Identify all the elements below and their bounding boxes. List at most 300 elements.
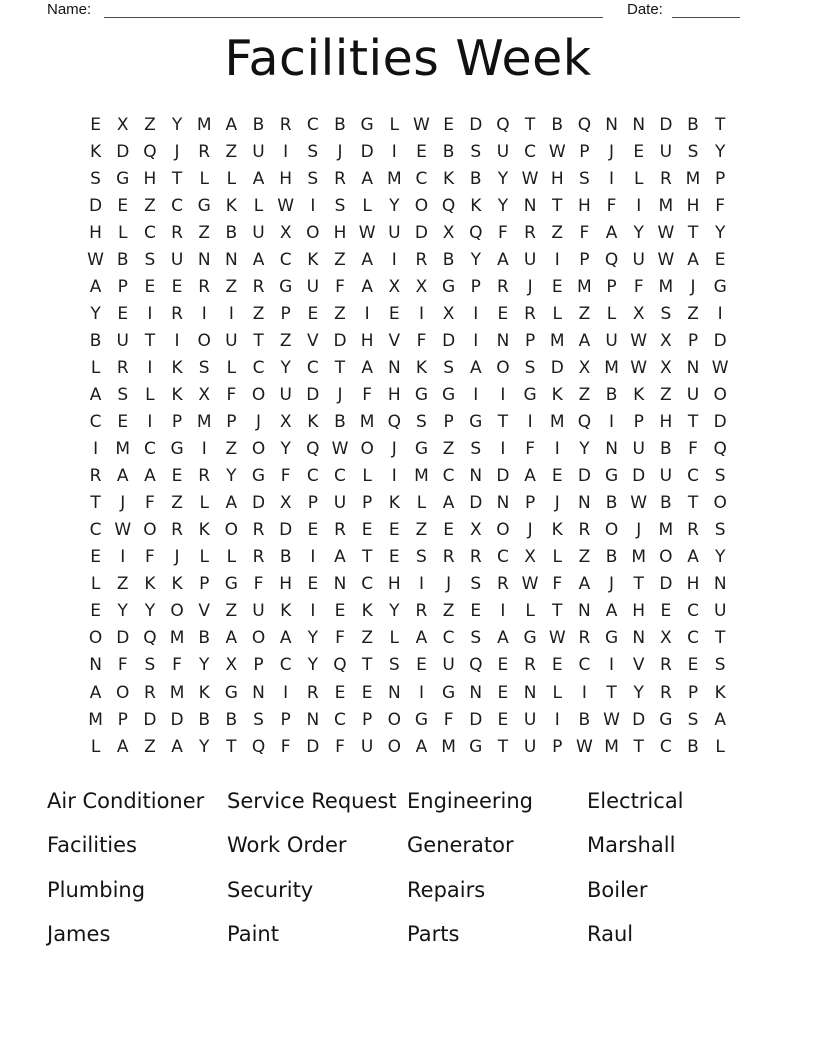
grid-letter: I [500, 384, 506, 405]
grid-letter: G [604, 628, 619, 649]
grid-letter: W [630, 357, 648, 378]
word-bank-item: Air Conditioner [47, 789, 205, 814]
grid-letter: Y [199, 736, 210, 757]
grid-letter: E [90, 114, 101, 135]
grid-letter: Y [633, 222, 644, 243]
grid-letter: I [174, 330, 180, 351]
grid-letter: R [198, 141, 211, 162]
grid-letter: I [147, 357, 153, 378]
grid-letter: C [659, 736, 672, 757]
grid-letter: A [497, 249, 509, 270]
grid-letter: P [362, 493, 373, 514]
word-bank-item: Security [227, 877, 314, 902]
grid-letter: T [171, 168, 183, 189]
grid-letter: R [334, 168, 346, 189]
grid-letter: U [523, 736, 537, 757]
grid-letter: G [442, 276, 456, 297]
grid-letter: C [306, 466, 319, 487]
name-label: Name: [47, 1, 92, 18]
grid-letter: A [687, 249, 699, 270]
grid-letter: Y [389, 601, 400, 622]
grid-letter: R [171, 303, 183, 324]
grid-letter: X [524, 547, 536, 568]
grid-letter: J [120, 493, 126, 514]
word-bank-item: Engineering [407, 789, 533, 814]
grid-letter: H [686, 195, 700, 216]
grid-letter: Z [116, 574, 129, 595]
grid-letter: S [416, 412, 427, 433]
grid-letter: F [280, 736, 291, 757]
grid-letter: S [714, 520, 726, 541]
grid-letter: A [361, 276, 373, 297]
grid-letter: U [632, 249, 645, 270]
grid-letter: Y [144, 601, 156, 622]
grid-letter: X [660, 628, 672, 649]
grid-letter: A [578, 574, 591, 595]
grid-letter: I [201, 303, 207, 324]
grid-letter: A [279, 628, 292, 649]
grid-letter: X [442, 222, 455, 243]
grid-letter: U [605, 330, 618, 351]
grid-letter: W [630, 330, 648, 351]
grid-letter: Y [117, 601, 128, 622]
grid-letter: S [578, 168, 590, 189]
grid-letter: K [307, 249, 319, 270]
grid-letter: U [360, 736, 374, 757]
grid-letter: X [279, 222, 292, 243]
word-bank-item: Paint [227, 922, 279, 947]
grid-letter: B [225, 709, 238, 730]
grid-letter: S [334, 195, 346, 216]
grid-letter: M [359, 412, 375, 433]
grid-letter: O [604, 520, 619, 541]
grid-letter: D [469, 709, 483, 730]
grid-letter: Q [306, 439, 320, 460]
grid-letter: I [473, 384, 479, 405]
grid-letter: J [554, 493, 560, 514]
grid-letter: R [198, 276, 211, 297]
grid-letter: M [169, 628, 185, 649]
grid-letter: H [279, 574, 293, 595]
grid-letter: R [524, 303, 536, 324]
grid-letter: S [307, 168, 319, 189]
grid-letter: O [251, 628, 266, 649]
grid-letter: P [226, 412, 237, 433]
grid-letter: U [442, 655, 455, 676]
grid-letter: P [633, 412, 644, 433]
grid-letter: M [577, 276, 592, 297]
grid-letter: Y [280, 439, 291, 460]
grid-letter: D [306, 384, 320, 405]
grid-letter: N [387, 357, 401, 378]
grid-letter: L [145, 384, 155, 405]
grid-letter: Z [279, 330, 292, 351]
grid-letter: B [279, 547, 292, 568]
grid-letter: R [198, 466, 211, 487]
grid-letter: I [473, 330, 479, 351]
grid-letter: F [633, 276, 644, 297]
date-label: Date: [627, 1, 663, 18]
grid-letter: K [90, 141, 102, 162]
grid-letter: L [633, 168, 644, 189]
grid-letter: K [144, 574, 156, 595]
grid-letter: L [416, 493, 427, 514]
grid-letter: C [252, 357, 265, 378]
grid-letter: U [225, 330, 238, 351]
grid-letter: L [90, 574, 101, 595]
word-bank-item: Work Order [227, 833, 347, 858]
grid-letter: E [90, 547, 101, 568]
grid-letter: D [414, 222, 428, 243]
grid-letter: J [527, 276, 533, 297]
grid-letter: R [171, 222, 183, 243]
grid-letter: E [497, 303, 509, 324]
grid-letter: B [605, 493, 618, 514]
grid-letter: F [416, 330, 427, 351]
word-bank-item: James [47, 922, 111, 947]
grid-letter: Z [578, 303, 591, 324]
grid-letter: R [252, 520, 265, 541]
grid-letter: O [360, 439, 374, 460]
grid-letter: E [117, 195, 129, 216]
grid-letter: L [715, 736, 725, 757]
grid-letter: K [225, 195, 237, 216]
grid-letter: I [310, 547, 316, 568]
grid-letter: T [633, 736, 644, 757]
grid-letter: Z [415, 520, 428, 541]
grid-letter: T [552, 601, 563, 622]
grid-letter: X [279, 493, 292, 514]
grid-letter: G [523, 384, 537, 405]
grid-letter: A [415, 736, 428, 757]
grid-letter: W [657, 222, 675, 243]
grid-letter: I [609, 655, 615, 676]
grid-letter: H [360, 330, 374, 351]
grid-letter: Y [199, 655, 210, 676]
grid-letter: H [279, 168, 293, 189]
grid-letter: N [306, 709, 320, 730]
grid-letter: W [277, 195, 295, 216]
grid-letter: E [307, 574, 319, 595]
grid-letter: C [143, 439, 156, 460]
grid-letter: L [552, 303, 562, 324]
grid-letter: L [362, 466, 372, 487]
grid-letter: B [198, 628, 211, 649]
grid-letter: S [714, 655, 726, 676]
grid-letter: Z [198, 222, 211, 243]
grid-letter: J [174, 547, 180, 568]
grid-letter: I [228, 303, 234, 324]
date-write-line [672, 0, 740, 18]
grid-letter: Z [687, 303, 699, 324]
grid-letter: M [685, 168, 701, 189]
grid-letter: D [333, 330, 347, 351]
grid-letter: K [551, 520, 563, 541]
grid-letter: Y [714, 547, 726, 568]
grid-letter: P [606, 276, 617, 297]
grid-letter: I [609, 412, 615, 433]
grid-letter: W [603, 709, 620, 730]
grid-letter: A [252, 168, 265, 189]
grid-letter: M [549, 330, 565, 351]
word-bank-item: Parts [407, 922, 460, 947]
grid-letter: K [361, 601, 373, 622]
grid-letter: K [388, 493, 400, 514]
grid-letter: M [441, 736, 456, 757]
grid-letter: R [497, 574, 509, 595]
grid-letter: N [197, 249, 211, 270]
grid-letter: N [632, 628, 646, 649]
grid-letter: K [551, 384, 563, 405]
grid-letter: F [145, 547, 155, 568]
grid-letter: H [143, 168, 157, 189]
grid-letter: Q [496, 114, 510, 135]
grid-letter: C [171, 195, 183, 216]
grid-letter: B [225, 222, 238, 243]
grid-letter: F [688, 439, 698, 460]
grid-letter: T [144, 330, 156, 351]
grid-letter: Y [497, 168, 509, 189]
grid-letter: O [306, 222, 320, 243]
grid-letter: K [714, 682, 726, 703]
grid-letter: R [578, 520, 591, 541]
grid-letter: O [387, 709, 401, 730]
grid-letter: G [469, 736, 483, 757]
grid-letter: L [552, 682, 562, 703]
grid-letter: E [361, 682, 373, 703]
grid-letter: S [90, 168, 101, 189]
grid-letter: K [171, 574, 183, 595]
grid-letter: X [198, 384, 211, 405]
grid-letter: Z [225, 141, 238, 162]
grid-letter: P [117, 709, 128, 730]
grid-letter: W [548, 141, 566, 162]
grid-letter: F [280, 466, 291, 487]
grid-letter: Q [577, 412, 592, 433]
grid-letter: C [442, 466, 455, 487]
grid-letter: S [307, 141, 319, 162]
grid-letter: G [279, 276, 293, 297]
grid-letter: X [415, 276, 428, 297]
grid-letter: U [333, 493, 347, 514]
grid-letter: C [361, 574, 374, 595]
grid-letter: L [253, 195, 264, 216]
grid-letter: H [333, 222, 347, 243]
grid-letter: D [550, 357, 564, 378]
grid-letter: Z [225, 601, 238, 622]
grid-letter: S [524, 357, 536, 378]
grid-letter: R [469, 547, 482, 568]
grid-letter: G [713, 276, 727, 297]
grid-letter: R [89, 466, 102, 487]
grid-letter: E [171, 276, 183, 297]
grid-letter: F [579, 222, 590, 243]
grid-letter: S [470, 141, 482, 162]
grid-letter: G [414, 439, 429, 460]
grid-letter: A [361, 357, 373, 378]
grid-letter: X [660, 330, 672, 351]
grid-letter: R [334, 520, 346, 541]
grid-letter: L [226, 168, 237, 189]
grid-letter: Z [334, 249, 346, 270]
grid-letter: C [334, 466, 346, 487]
grid-letter: A [687, 547, 699, 568]
grid-letter: I [364, 303, 370, 324]
grid-letter: B [605, 547, 618, 568]
grid-letter: K [171, 384, 183, 405]
grid-letter: Z [578, 547, 591, 568]
grid-letter: S [388, 655, 400, 676]
grid-letter: O [251, 384, 266, 405]
grid-letter: E [551, 466, 563, 487]
grid-letter: J [337, 141, 343, 162]
grid-letter: U [252, 222, 265, 243]
grid-letter: I [418, 303, 424, 324]
grid-letter: D [713, 412, 727, 433]
grid-letter: I [283, 141, 289, 162]
grid-letter: S [144, 249, 156, 270]
grid-letter: L [362, 195, 372, 216]
grid-letter: J [337, 384, 343, 405]
grid-letter: B [334, 412, 346, 433]
grid-letter: I [391, 141, 397, 162]
grid-letter: L [117, 222, 128, 243]
grid-letter: M [631, 547, 647, 568]
grid-letter: Z [578, 384, 591, 405]
grid-letter: F [335, 628, 345, 649]
grid-letter: G [170, 439, 184, 460]
grid-letter: L [199, 493, 209, 514]
grid-letter: I [147, 412, 153, 433]
grid-letter: J [256, 412, 262, 433]
grid-letter: T [497, 736, 509, 757]
grid-letter: S [687, 709, 699, 730]
grid-letter: F [498, 222, 508, 243]
grid-letter: C [687, 628, 699, 649]
grid-letter: D [306, 736, 320, 757]
grid-letter: Y [389, 195, 400, 216]
grid-letter: Z [171, 493, 183, 514]
grid-letter: U [496, 141, 510, 162]
grid-letter: T [633, 574, 644, 595]
grid-letter: J [446, 574, 452, 595]
grid-letter: V [632, 655, 645, 676]
grid-letter: A [524, 466, 536, 487]
grid-letter: E [117, 412, 129, 433]
grid-letter: B [252, 114, 265, 135]
grid-letter: Q [251, 736, 266, 757]
grid-letter: M [169, 682, 185, 703]
grid-letter: K [443, 168, 455, 189]
grid-letter: Z [334, 303, 346, 324]
grid-letter: K [198, 520, 210, 541]
grid-letter: U [116, 330, 129, 351]
grid-letter: N [523, 195, 537, 216]
grid-letter: T [606, 682, 617, 703]
grid-letter: P [199, 574, 210, 595]
grid-letter: A [225, 628, 238, 649]
grid-letter: H [632, 601, 646, 622]
grid-letter: O [197, 330, 211, 351]
grid-letter: M [658, 276, 674, 297]
grid-letter: F [145, 493, 155, 514]
grid-letter: Y [497, 195, 509, 216]
grid-letter: T [361, 547, 373, 568]
grid-letter: A [469, 357, 482, 378]
grid-letter: Y [280, 357, 291, 378]
grid-letter: L [552, 547, 562, 568]
grid-letter: I [527, 412, 533, 433]
grid-letter: P [171, 412, 183, 433]
grid-letter: I [554, 439, 560, 460]
grid-letter: E [551, 276, 563, 297]
grid-letter: C [415, 168, 428, 189]
grid-letter: G [116, 168, 130, 189]
grid-letter: A [116, 736, 129, 757]
grid-letter: C [687, 601, 699, 622]
grid-letter: Z [144, 114, 156, 135]
grid-letter: R [659, 682, 672, 703]
grid-letter: K [470, 195, 482, 216]
grid-letter: O [116, 682, 130, 703]
grid-letter: W [331, 439, 349, 460]
grid-letter: M [115, 439, 131, 460]
grid-letter: C [279, 249, 292, 270]
grid-letter: E [388, 303, 400, 324]
grid-letter: E [388, 547, 400, 568]
grid-letter: P [117, 276, 128, 297]
grid-letter: R [279, 114, 292, 135]
grid-letter: C [578, 655, 591, 676]
grid-letter: D [632, 466, 646, 487]
grid-letter: B [442, 141, 455, 162]
grid-letter: D [143, 709, 157, 730]
grid-letter: M [549, 412, 565, 433]
grid-letter: E [443, 520, 454, 541]
grid-letter: O [387, 736, 401, 757]
grid-letter: E [497, 709, 509, 730]
grid-letter: B [116, 249, 129, 270]
grid-letter: G [523, 628, 537, 649]
grid-letter: X [632, 303, 645, 324]
grid-letter: A [334, 547, 346, 568]
grid-letter: F [443, 709, 454, 730]
grid-letter: S [687, 141, 699, 162]
grid-letter: L [199, 168, 209, 189]
grid-letter: L [389, 628, 400, 649]
grid-letter: H [686, 574, 700, 595]
grid-letter: E [416, 141, 427, 162]
grid-letter: H [659, 412, 673, 433]
grid-letter: A [497, 628, 509, 649]
grid-letter: E [361, 520, 373, 541]
grid-letter: J [527, 520, 533, 541]
grid-letter: R [659, 655, 672, 676]
grid-letter: B [605, 384, 618, 405]
grid-letter: A [605, 222, 618, 243]
grid-letter: P [253, 655, 264, 676]
grid-letter: R [415, 601, 428, 622]
grid-letter: I [609, 168, 615, 189]
grid-letter: I [500, 601, 506, 622]
grid-letter: S [416, 547, 427, 568]
grid-letter: Y [226, 466, 237, 487]
grid-letter: U [632, 439, 645, 460]
grid-letter: D [577, 466, 591, 487]
grid-letter: N [469, 466, 483, 487]
grid-letter: C [89, 412, 102, 433]
grid-letter: X [225, 655, 238, 676]
